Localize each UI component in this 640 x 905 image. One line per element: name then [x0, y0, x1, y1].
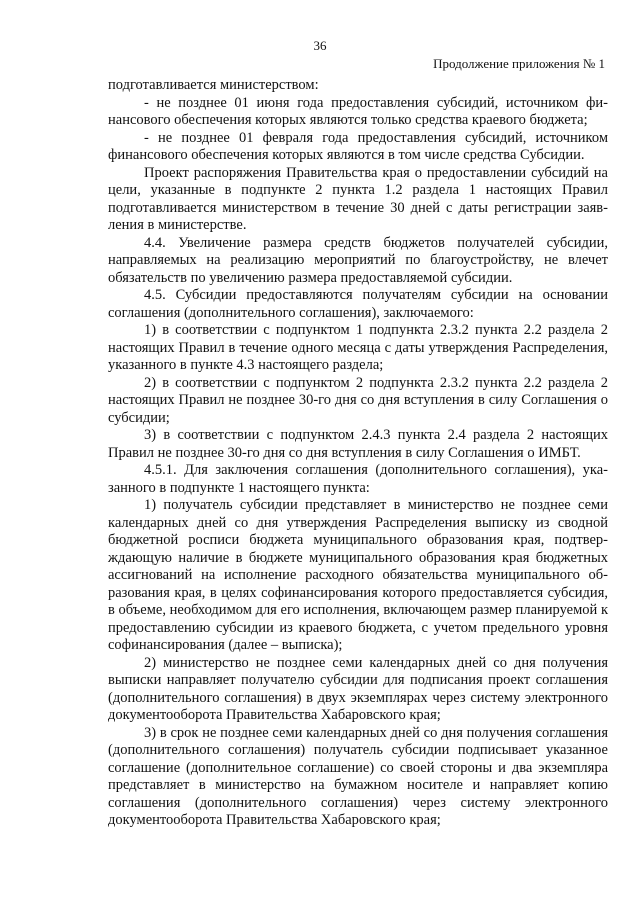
- appendix-continuation-note: Продолжение приложения № 1: [433, 56, 605, 71]
- paragraph: 4.5. Субсидии предоставляются получателям субсидии на основании соглашения (дополнительного соглашения), заключаемого:: [108, 287, 608, 321]
- document-body: [108, 77, 608, 830]
- paragraph: - не позднее 01 июня года предоставления субсидий, источником финансового обеспечения которых являются только средства краевого бюджета;: [108, 94, 608, 128]
- paragraph: 1) получатель субсидии представляет в министерство не позднее семи календарных дней со дня утверждения Распределения выписку из сводной бюджетной росписи бюджета муниципального образования края, подтверждающую наличие в бюджете муниципального образования края бюджетных ассигнований на исполнение расходного обязательства муниципального образования края, в целях софинансирования которого предоставляется субсидия, в объеме, необходимом для его исполнения, включающем размер планируемой к предоставлению субсидии из краевого бюджета, с учетом предельного уровня софинансирования (далее – выписка);: [108, 497, 608, 653]
- paragraph: 2) министерство не позднее семи календарных дней со дня получения выписки направляет получателю субсидии для подписания проект соглашения (дополнительного соглашения) в двух экземплярах через систему электронного документооборота Правительства Хабаровского края;: [108, 654, 608, 723]
- paragraph: 3) в соответствии с подпунктом 2.4.3 пункта 2.4 раздела 2 настоящих Правил не позднее 30-го дня со дня вступления в силу Соглашения о ИМБТ.: [108, 427, 608, 461]
- paragraph: Проект распоряжения Правительства края о предоставлении субсидий на цели, указанные в подпункте 2 пункта 1.2 раздела 1 настоящих Правил подготавливается министерством в течение 30 дней с даты регистрации заявления в министерстве.: [108, 164, 608, 233]
- paragraph: 4.5.1. Для заключения соглашения (дополнительного соглашения), указанного в подпункте 1 настоящего пункта:: [108, 462, 608, 496]
- paragraph: подготавливается министерством:: [108, 77, 319, 93]
- paragraph: 2) в соответствии с подпунктом 2 подпункта 2.3.2 пункта 2.2 раздела 2 настоящих Правил не позднее 30-го дня со дня вступления в силу Соглашения о субсидии;: [108, 374, 608, 426]
- page-number: 36: [313, 38, 327, 53]
- paragraph: 1) в соответствии с подпунктом 1 подпункта 2.3.2 пункта 2.2 раздела 2 настоящих Правил в течение одного месяца с даты утверждения Распределения, указанного в пункте 4.3 настоящего раздела;: [108, 322, 608, 373]
- paragraph: 4.4. Увеличение размера средств бюджетов получателей субсидии, направляемых на реализацию мероприятий по благоустройству, не влечет обязательств по увеличению размера предоставляемой субсидии.: [108, 234, 608, 286]
- paragraph: - не позднее 01 февраля года предоставления субсидий, источником финансового обеспечения которых являются в том числе средства Субсидии.: [108, 129, 608, 163]
- paragraph: 3) в срок не позднее семи календарных дней со дня получения соглашения (дополнительного соглашения) получатель субсидии подписывает указанное соглашение (дополнительное соглашение) со своей стороны и два экземпляра представляет в министерство на бумажном носителе и направляет копию соглашения (дополнительного соглашения) через систему электронного документооборота Правительства Хабаровского края;: [108, 724, 608, 828]
